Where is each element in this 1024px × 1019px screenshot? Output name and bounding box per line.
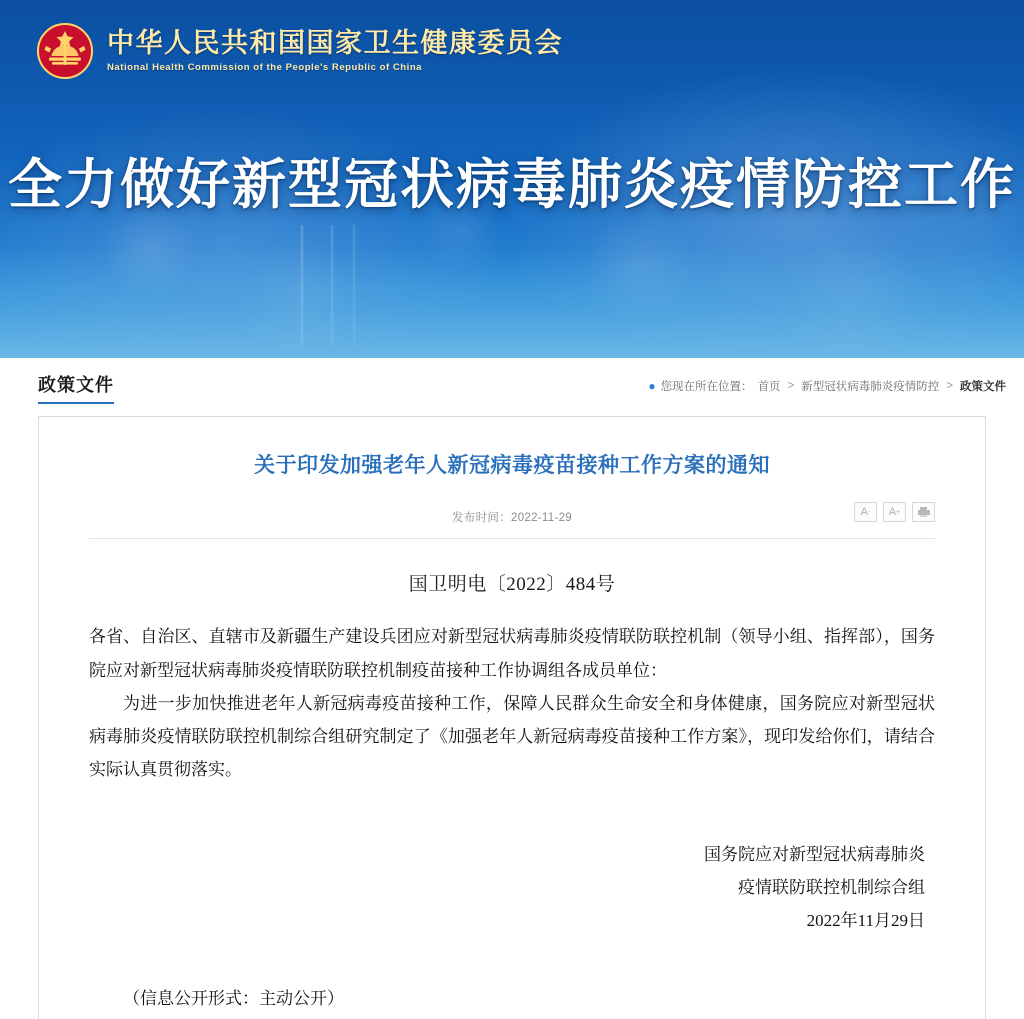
- banner-bottom-glow: [0, 248, 1024, 358]
- document-card: [38, 416, 986, 1019]
- font-increase-sup: +: [896, 508, 901, 516]
- publish-date-value: 2022-11-29: [511, 512, 572, 525]
- location-pin-icon: ●: [648, 379, 656, 393]
- breadcrumb-bar: [0, 358, 1024, 416]
- document-toolbar: [854, 502, 935, 522]
- printer-icon: [918, 507, 930, 517]
- document-signature: [89, 838, 935, 937]
- signature-line: 2022年11月29日: [806, 911, 925, 931]
- font-increase-label: A: [888, 506, 897, 519]
- print-button[interactable]: [912, 502, 935, 522]
- signature-line: 国务院应对新型冠状病毒肺炎: [704, 845, 925, 865]
- document-number: 国卫明电〔2022〕484号: [408, 574, 616, 596]
- document-divider: [89, 538, 935, 539]
- publish-date: [452, 509, 572, 525]
- site-logo[interactable]: [36, 22, 563, 80]
- publish-date-label: 发布时间：: [452, 512, 511, 525]
- document-body: [89, 620, 935, 786]
- font-increase-button[interactable]: [883, 502, 906, 522]
- font-decrease-sup: -: [868, 508, 871, 516]
- font-decrease-label: A: [860, 506, 868, 519]
- document-closing-note: （信息公开形式：主动公开）: [123, 988, 344, 1008]
- breadcrumb-separator: >: [787, 380, 795, 392]
- banner-headline: 全力做好新型冠状病毒肺炎疫情防控工作: [8, 155, 1016, 215]
- signature-line: 疫情联防联控机制综合组: [738, 878, 925, 898]
- breadcrumb-item-home[interactable]: 首页: [757, 381, 781, 393]
- org-name-cn: 中华人民共和国国家卫生健康委员会: [107, 28, 563, 59]
- site-org-name: [107, 29, 563, 73]
- site-banner: [0, 0, 1024, 358]
- font-decrease-button[interactable]: [854, 502, 877, 522]
- org-name-en: National Health Commission of the People's Republic of China: [107, 61, 423, 73]
- breadcrumb: [648, 378, 1006, 394]
- document-title: 关于印发加强老年人新冠病毒疫苗接种工作方案的通知: [254, 453, 770, 477]
- document-meta-row: [89, 502, 935, 532]
- document-paragraph: 为进一步加快推进老年人新冠病毒疫苗接种工作，保障人民群众生命安全和身体健康，国务院应对新型冠状病毒肺炎疫情联防联控机制综合组研究制定了《加强老年人新冠病毒疫苗接种工作方案》，现印发给你们，请结合实际认真贯彻落实。: [89, 693, 935, 779]
- breadcrumb-separator: >: [946, 380, 953, 392]
- breadcrumb-item-current: 政策文件: [960, 381, 1006, 393]
- china-national-emblem-icon: [36, 22, 94, 80]
- document-container: [0, 416, 1024, 1019]
- breadcrumb-prefix: 您现在所在位置：: [660, 381, 753, 393]
- page-title: 政策文件: [38, 371, 114, 404]
- breadcrumb-item-epidemic-control[interactable]: 新型冠状病毒肺炎疫情防控: [801, 381, 940, 393]
- document-paragraph: 各省、自治区、直辖市及新疆生产建设兵团应对新型冠状病毒肺炎疫情联防联控机制（领导小组、指挥部），国务院应对新型冠状病毒肺炎疫情联防联控机制疫苗接种工作协调组各成员单位：: [89, 627, 935, 680]
